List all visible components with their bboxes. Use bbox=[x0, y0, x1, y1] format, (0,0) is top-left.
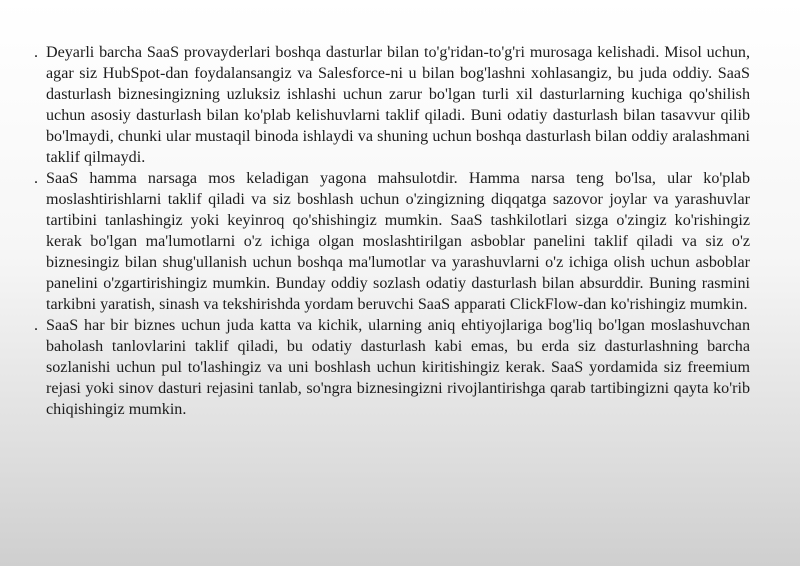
list-item bbox=[34, 168, 750, 315]
list-item bbox=[34, 42, 750, 168]
list-item bbox=[34, 315, 750, 420]
paragraph-text: Deyarli barcha SaaS provayderlari boshqa dasturlar bilan to'g'ridan-to'g'ri murosaga kelishadi. Misol uchun, agar siz HubSpot-dan foydalansangiz va Salesforce-ni u bilan bog'lashni xohlasangiz, bu juda oddiy. SaaS dasturlash biznesingizning uzluksiz ishlashi uchun zarur bo'lgan turli xil dasturlarning kuchiga qo'shilish uchun asosiy dasturlash bilan ko'plab kelishuvlarni taklif qiladi. Buni odatiy dasturlash bilan tasavvur qilib bo'lmaydi, chunki ular mustaqil binoda ishlaydi va shuning uchun boshqa dasturlash bilan oddiy aralashmani taklif qilmaydi. bbox=[46, 44, 750, 166]
bullet-marker: . bbox=[34, 44, 39, 61]
bullet-list bbox=[34, 42, 750, 420]
bullet-marker: . bbox=[34, 170, 39, 187]
paragraph-text: SaaS hamma narsaga mos keladigan yagona mahsulotdir. Hamma narsa teng bo'lsa, ular ko'plab moslashtirishlarni taklif qiladi va siz boshlash uchun o'zingizning diqqatga sazovor joylar va yarashuvlar tartibini tanlashingiz yoki keyinroq qo'shishingiz mumkin. SaaS tashkilotlari sizga o'zingiz ko'rishingiz kerak bo'lgan ma'lumotlarni o'z ichiga olgan moslashtirilgan asboblar panelini taklif qiladi va siz o'z biznesingiz bilan shug'ullanish uchun boshqa ma'lumotlar va yarashuvlarni o'z ichiga olish uchun asboblar panelini o'zgartirishingiz mumkin. Bunday oddiy sozlash odatiy dasturlash bilan absurddir. Buning rasmini tarkibni yaratish, sinash va tekshirishda yordam beruvchi SaaS apparati ClickFlow-dan ko'rishingiz mumkin. bbox=[46, 170, 750, 313]
paragraph-text: SaaS har bir biznes uchun juda katta va kichik, ularning aniq ehtiyojlariga bog'liq bo'lgan moslashuvchan baholash tanlovlarini taklif qiladi, bu odatiy dasturlash kabi emas, bu erda siz dasturlashning barcha sozlanishi uchun pul to'lashingiz va uni boshlash uchun kiritishingiz kerak. SaaS yordamida siz freemium rejasi yoki sinov dasturi rejasini tanlab, so'ngra biznesingizni rivojlantirishga qarab tartibingizni qayta ko'rib chiqishingiz mumkin. bbox=[46, 317, 750, 418]
bullet-marker: . bbox=[34, 317, 39, 334]
